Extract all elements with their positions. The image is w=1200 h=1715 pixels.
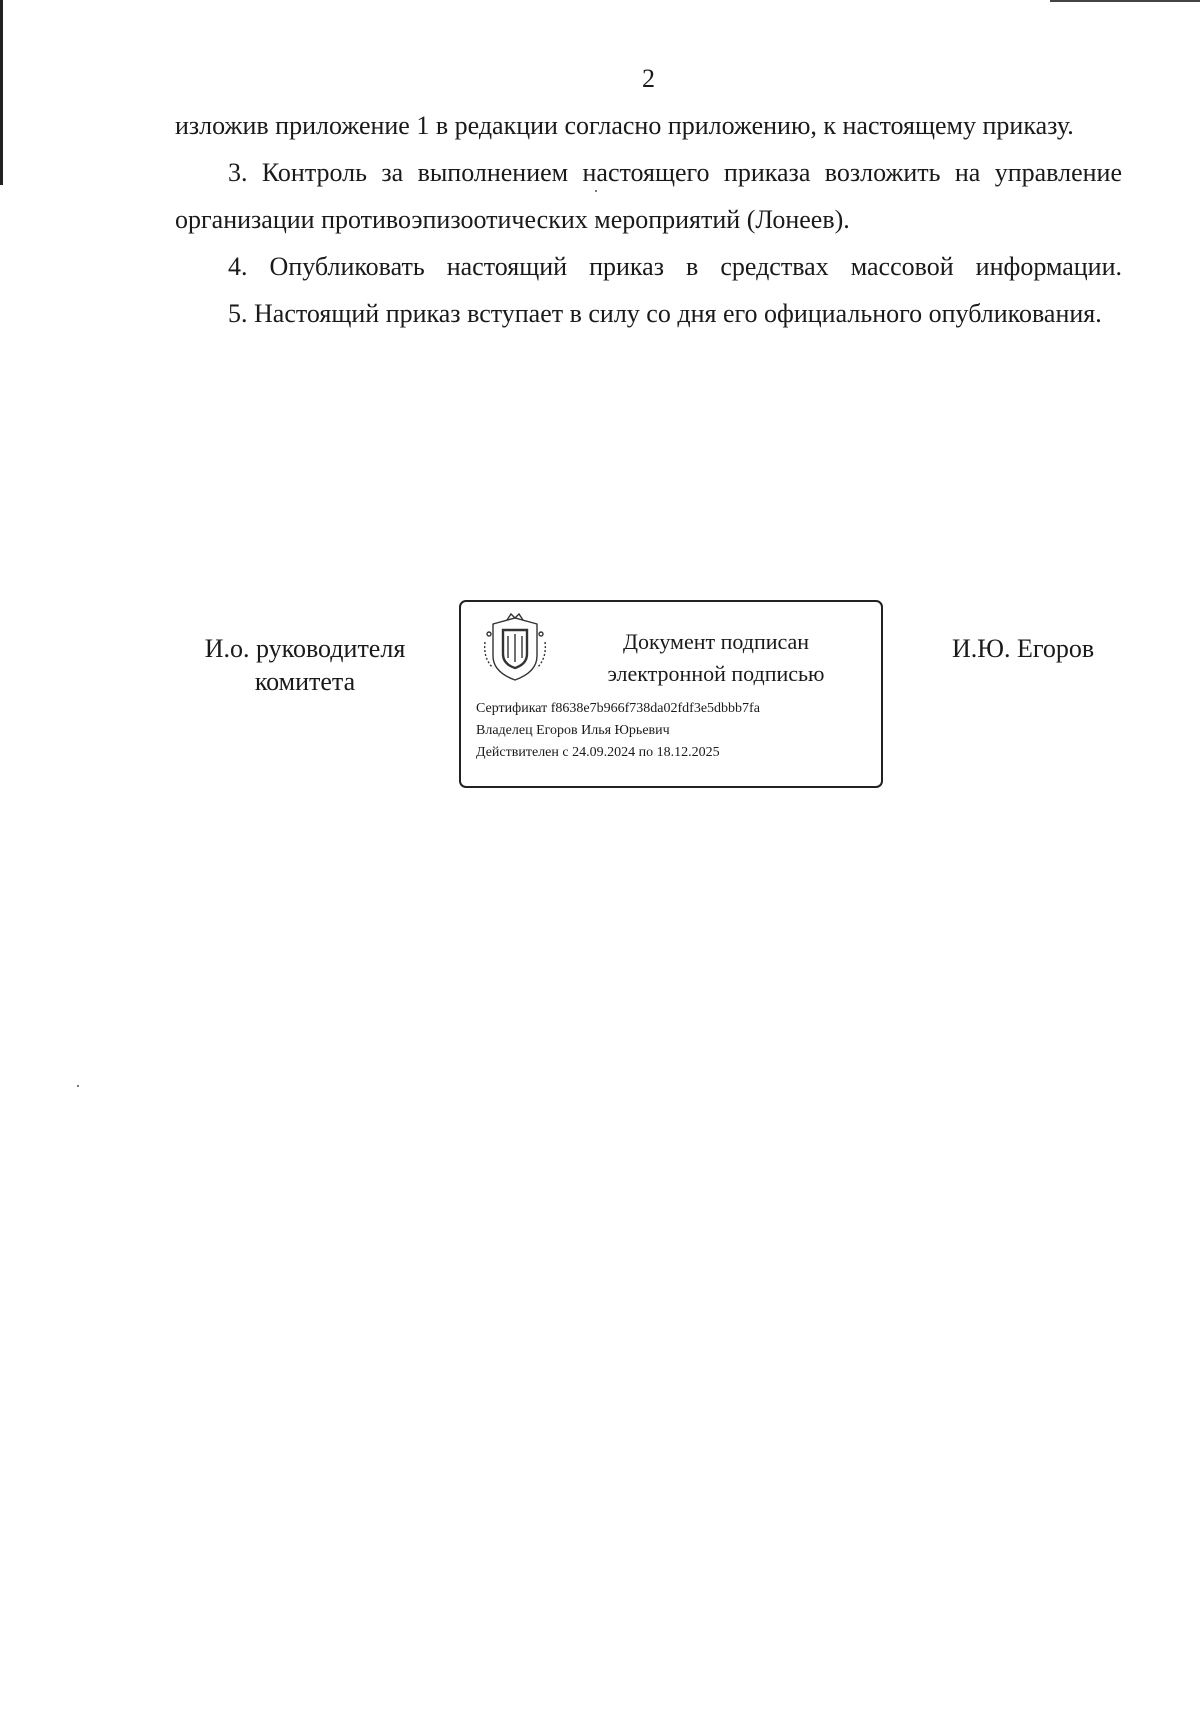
page-number: 2	[642, 64, 655, 93]
paragraph-5: 5. Настоящий приказ вступает в силу со дня его официального опубликования.	[228, 299, 1102, 328]
scan-speck	[77, 1085, 79, 1087]
document-body	[175, 102, 1122, 337]
stamp-title-line1: Документ подписан	[622, 629, 810, 654]
validity-line: Действителен с 24.09.2024 по 18.12.2025	[476, 745, 720, 760]
scan-edge-top	[1050, 0, 1200, 2]
electronic-signature-stamp	[459, 600, 883, 788]
signer-position	[185, 632, 425, 698]
stamp-details	[476, 698, 876, 764]
stamp-title	[571, 626, 861, 690]
stamp-title-line2: электронной подписью	[607, 661, 825, 686]
signer-position-line2: комитета	[254, 667, 356, 696]
paragraph-4: 4. Опубликовать настоящий приказ в средствах массовой информации.	[228, 252, 1122, 281]
signer-position-line1: И.о. руководителя	[204, 634, 406, 663]
signer-name: И.Ю. Егоров	[952, 634, 1095, 663]
owner-line: Владелец Егоров Илья Юрьевич	[476, 723, 670, 738]
certificate-line: Сертификат f8638e7b966f738da02fdf3e5dbbb7fa	[476, 701, 760, 716]
coat-of-arms-icon	[479, 612, 551, 684]
paragraph-continuation: изложив приложение 1 в редакции согласно приложению, к настоящему приказу.	[175, 111, 1074, 140]
paragraph-3: 3. Контроль за выполнением настоящего приказа возложить на управление организации противоэпизоотических мероприятий (Лонеев).	[175, 158, 1122, 234]
